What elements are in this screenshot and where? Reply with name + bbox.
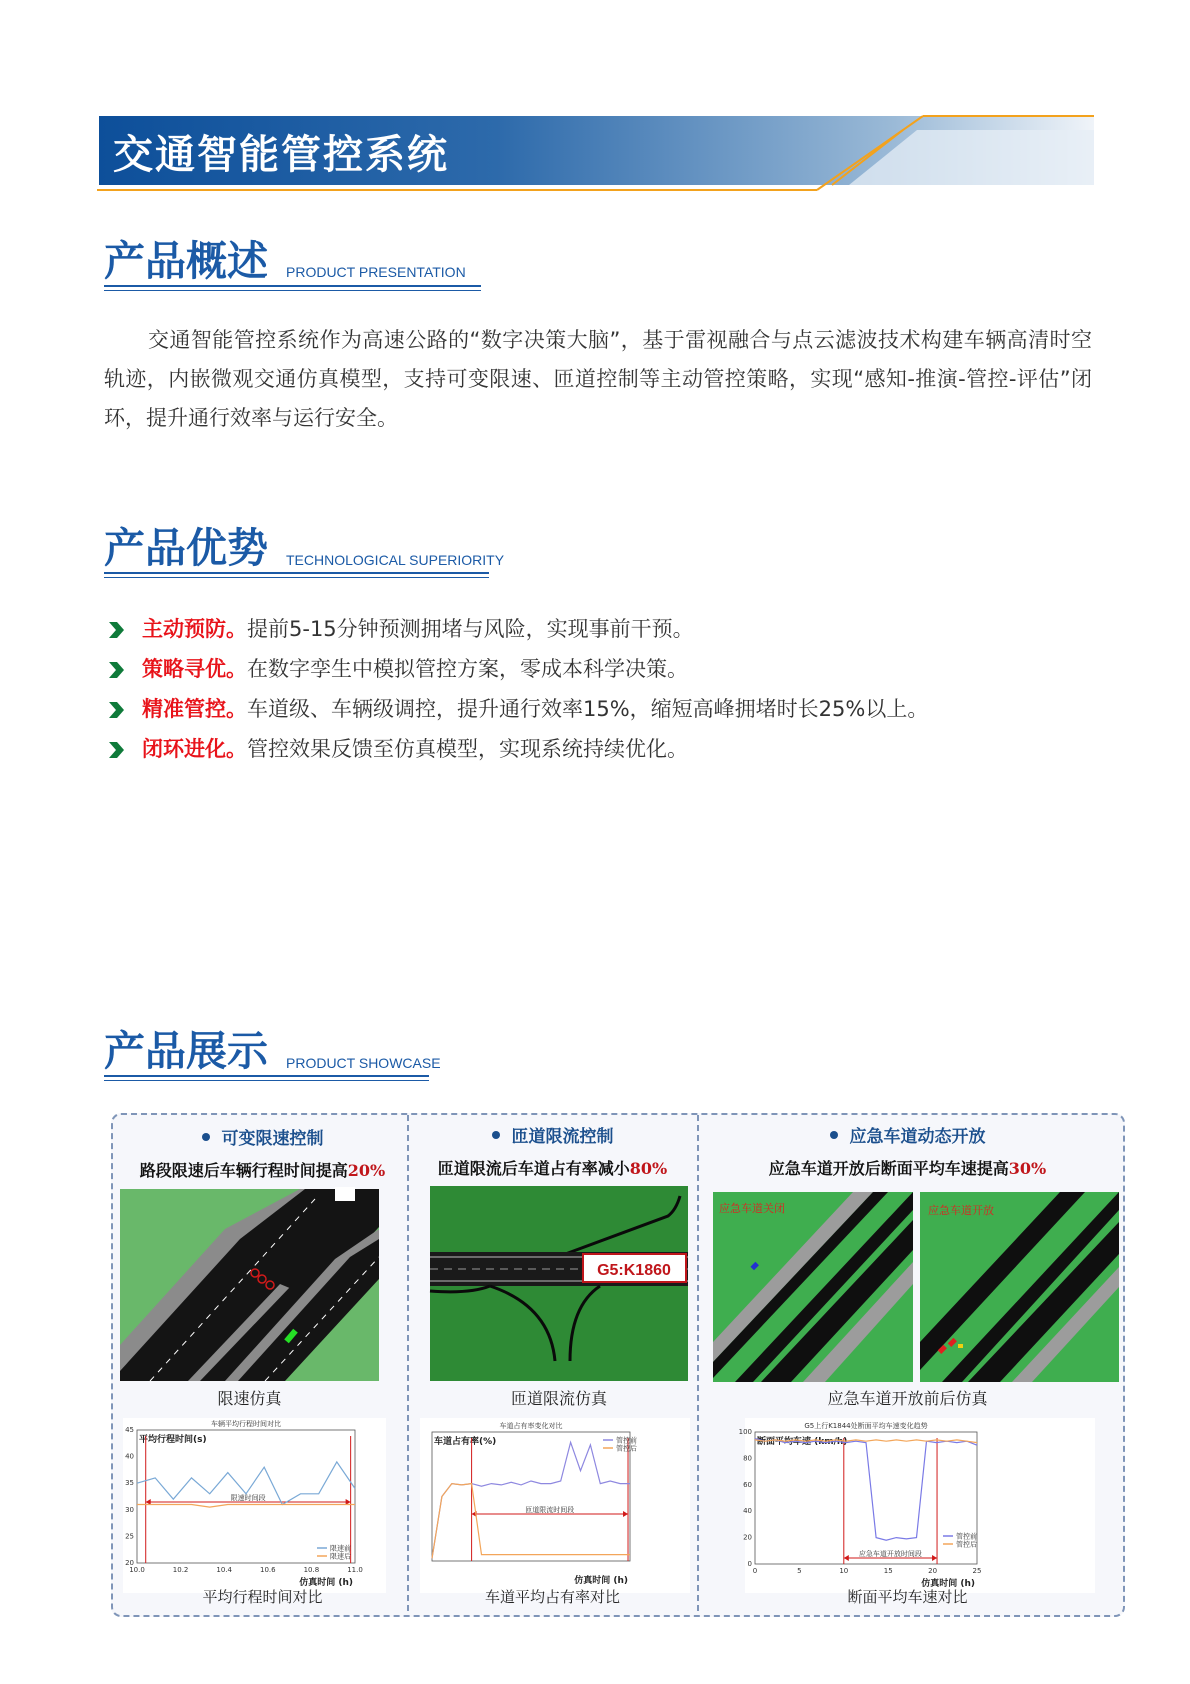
legend-entry: 限速后	[330, 1552, 351, 1561]
advantage-keyword: 精准管控。	[142, 697, 247, 721]
simulation-caption: 限速仿真	[217, 1389, 282, 1408]
bullet-dot-icon	[202, 1133, 210, 1141]
y-tick-label: 80	[743, 1454, 752, 1463]
chart-caption: 车道平均占有率对比	[484, 1588, 620, 1606]
chart-caption: 平均行程时间对比	[202, 1588, 323, 1606]
y-tick-label: 100	[738, 1428, 752, 1436]
x-tick-label: 10.8	[303, 1566, 320, 1574]
section-underline	[104, 572, 489, 574]
y-tick-label: 20	[125, 1559, 134, 1567]
advantage-text: 在数字孪生中模拟管控方案，零成本科学决策。	[247, 657, 688, 681]
chart-caption: 断面平均车速对比	[847, 1588, 968, 1606]
chevron-right-icon	[104, 700, 128, 720]
section-subtitle-overview: PRODUCT PRESENTATION	[286, 264, 466, 280]
section-subtitle-showcase: PRODUCT SHOWCASE	[286, 1055, 441, 1071]
chevron-right-icon	[104, 620, 128, 640]
x-tick-label: 10.0	[129, 1566, 145, 1574]
speed-limit-simulation-image	[120, 1189, 379, 1381]
occupancy-chart-svg	[420, 1418, 690, 1593]
x-tick-label: 0	[752, 1567, 758, 1575]
annotation-label: 限速时间段	[230, 1494, 266, 1502]
panel-subtitle: 匝道限流后车道占有率减小80%	[437, 1159, 668, 1178]
advantage-item	[104, 694, 928, 724]
x-axis-label: 仿真时间 (h)	[299, 1578, 353, 1588]
advantage-item	[104, 734, 688, 764]
occupancy-chart	[420, 1418, 690, 1593]
emergency-lane-closed-image	[713, 1192, 913, 1382]
panel-subtitle: 路段限速后车辆行程时间提高20%	[139, 1161, 386, 1180]
emergency-lane-open-image	[920, 1192, 1119, 1382]
chevron-right-icon	[104, 740, 128, 760]
overview-paragraph: 交通智能管控系统作为高速公路的“数字决策大脑”，基于雷视融合与点云滤波技术构建车辆高清时空轨迹，内嵌微观交通仿真模型，支持可变限速、匝道控制等主动管控策略，实现“感知-推演-管控-评估”闭环，提升通行效率与运行安全。	[104, 328, 1092, 430]
legend-entry: 管控前	[956, 1532, 977, 1541]
legend-entry: 限速前	[330, 1544, 351, 1553]
speed-chart	[738, 1418, 1095, 1593]
panel-divider	[407, 1115, 409, 1611]
x-tick-label: 25	[972, 1567, 982, 1575]
page-title: 交通智能管控系统	[113, 132, 449, 178]
travel-time-chart-svg	[123, 1418, 386, 1593]
advantage-item	[104, 614, 694, 644]
simulation-caption: 匝道限流仿真	[510, 1389, 607, 1408]
annotation-label: 匝道限流时间段	[525, 1506, 575, 1514]
x-tick-label: 10.6	[260, 1566, 276, 1574]
section-title-showcase: 产品展示	[104, 1027, 268, 1075]
bullet-dot-icon	[830, 1131, 838, 1139]
y-tick-label: 40	[743, 1507, 752, 1516]
advantage-keyword: 闭环进化。	[142, 737, 247, 761]
x-tick-label: 10.2	[172, 1566, 189, 1574]
section-underline	[104, 1075, 429, 1077]
section-underline	[104, 577, 489, 578]
lane-status-label: 应急车道关闭	[719, 1202, 785, 1215]
legend-entry: 管控前	[616, 1436, 637, 1445]
x-tick-label: 10	[839, 1567, 849, 1575]
advantage-text: 车道级、车辆级调控，提升通行效率15%，缩短高峰拥堵时长25%以上。	[247, 697, 929, 721]
section-underline	[104, 290, 481, 291]
panel-subtitle: 应急车道开放后断面平均车速提高30%	[768, 1159, 1047, 1178]
ramp-control-simulation-image	[430, 1186, 688, 1381]
panel-heading: 匝道限流控制	[410, 1122, 695, 1147]
travel-time-chart	[123, 1418, 386, 1593]
annotation-label: 应急车道开放时间段	[858, 1550, 922, 1558]
y-tick-label: 40	[125, 1452, 134, 1461]
advantage-text: 提前5-15分钟预测拥堵与风险，实现事前干预。	[247, 617, 694, 641]
section-underline	[104, 1080, 429, 1081]
y-tick-label: 20	[743, 1533, 752, 1542]
section-underline	[104, 285, 481, 287]
simulation-caption: 应急车道开放前后仿真	[827, 1389, 988, 1408]
advantage-text: 管控效果反馈至仿真模型，实现系统持续优化。	[247, 737, 688, 761]
section-title-overview: 产品概述	[104, 237, 268, 285]
y-tick-label: 60	[743, 1480, 752, 1489]
y-tick-label: 0	[747, 1560, 752, 1568]
legend-entry: 管控后	[956, 1540, 977, 1549]
section-subtitle-advantages: TECHNOLOGICAL SUPERIORITY	[286, 552, 505, 568]
chart-title: G5上行K1844处断面平均车速变化趋势	[804, 1422, 928, 1430]
x-axis-label: 仿真时间 (h)	[921, 1579, 975, 1589]
x-tick-label: 20	[928, 1567, 938, 1575]
panel-heading: 可变限速控制	[120, 1124, 405, 1149]
y-tick-label: 30	[125, 1505, 134, 1514]
x-tick-label: 15	[883, 1567, 893, 1575]
chart-title: 车道占有率变化对比	[499, 1422, 563, 1430]
x-tick-label: 5	[797, 1567, 802, 1575]
milepost-label: G5:K1860	[597, 1262, 671, 1279]
chevron-right-icon	[104, 660, 128, 680]
speed-chart-svg	[738, 1418, 1095, 1593]
y-tick-label: 45	[125, 1426, 134, 1434]
advantage-keyword: 策略寻优。	[142, 657, 247, 681]
plot-area	[432, 1432, 630, 1561]
x-tick-label: 11.0	[347, 1566, 363, 1574]
panel-heading: 应急车道动态开放	[700, 1122, 1115, 1147]
bullet-dot-icon	[492, 1131, 500, 1139]
y-axis-label: 车道占有率(%)	[434, 1437, 497, 1447]
legend-entry: 管控后	[616, 1444, 637, 1453]
y-tick-label: 35	[125, 1479, 134, 1488]
panel-divider	[697, 1115, 699, 1611]
y-axis-label: 平均行程时间(s)	[139, 1435, 207, 1445]
y-tick-label: 25	[125, 1532, 134, 1541]
lane-status-label: 应急车道开放	[928, 1204, 994, 1217]
x-tick-label: 10.4	[216, 1566, 232, 1574]
x-axis-label: 仿真时间 (h)	[574, 1576, 628, 1586]
advantage-item	[104, 654, 688, 684]
chart-title: 车辆平均行程时间对比	[211, 1420, 281, 1428]
section-title-advantages: 产品优势	[104, 524, 268, 572]
y-axis-label: 断面平均车速 (km/h)	[757, 1437, 848, 1447]
advantage-keyword: 主动预防。	[142, 617, 247, 641]
